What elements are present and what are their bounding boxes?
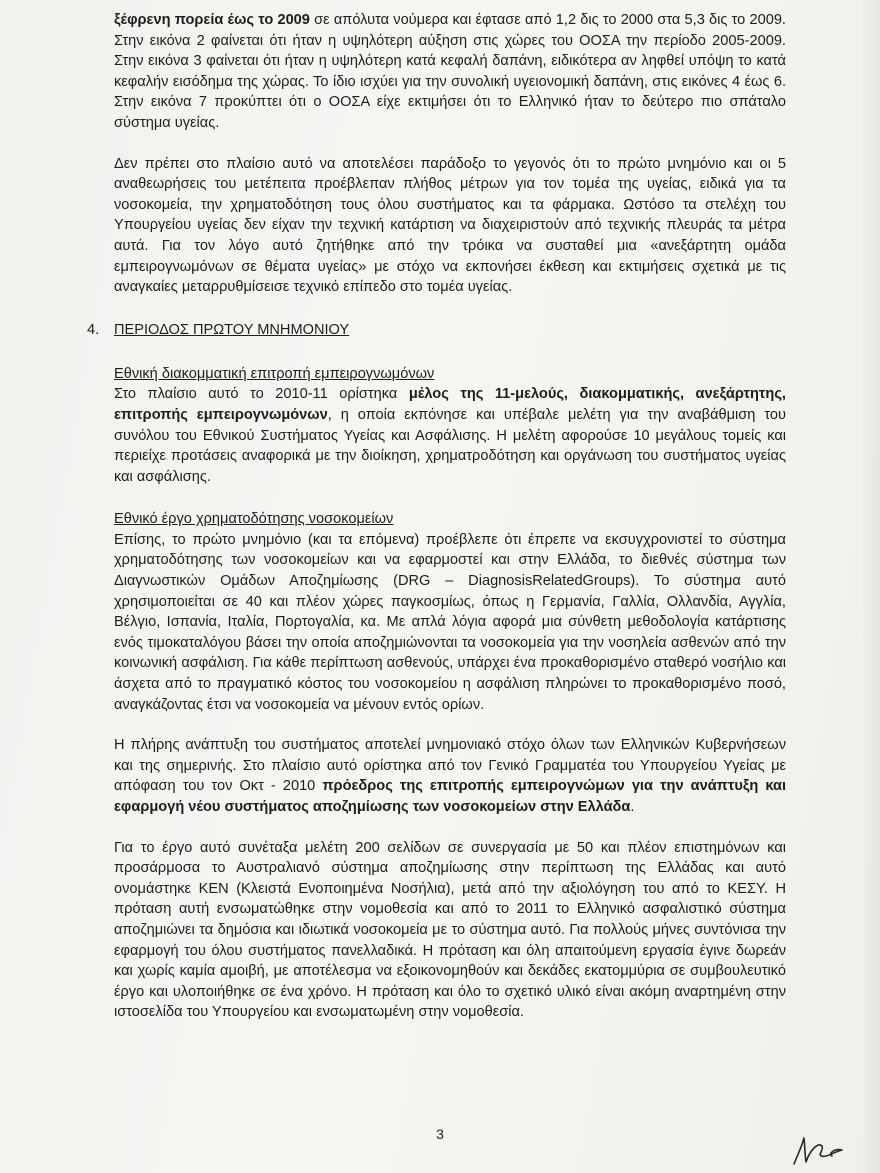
- paragraph-committee-chair: [114, 735, 786, 817]
- paragraph-text: .: [630, 799, 635, 815]
- subheading-expert-committee: Εθνική διακομματική επιτροπή εμπειρογνωμόνων: [114, 365, 435, 382]
- document-body: [87, 10, 787, 1023]
- bold-phrase: πρόεδρος της επιτροπής εμπειρογνώμων για την ανάπτυξη και εφαρμογή νέου συστήματος αποζημίωσης των νοσοκομείων στην Ελλάδα: [114, 778, 787, 815]
- section-title: ΠΕΡΙΟΔΟΣ ΠΡΩΤΟΥ ΜΝΗΜΟΝΙΟΥ: [114, 321, 350, 338]
- page-number: 3: [436, 1126, 444, 1142]
- paragraph-text: , η οποία εκπόνησε και υπέβαλε μελέτη για την αναβάθμιση του συνόλου του Εθνικού Συστήματος Υγείας και Ασφάλισης. Η μελέτη αφορούσε 10 μεγάλους τομείς και περιείχε προτάσεις αναφορικά με την διοίκηση, χρηματροδότηση και οργάνωση του συστήματος υγείας και ασφάλισης.: [114, 406, 786, 485]
- paragraph-drg-system: Επίσης, το πρώτο μνημόνιο (και τα επόμενα) προέβλεπε ότι έπρεπε να εκσυγχρονιστεί το σύστημα χρηματοδότησης των νοσοκομείων και να εφαρμοστεί και στην Ελλάδα, το διεθνές σύστημα των Διαγνωστικών Ομάδων Αποζημίωσης (DRG – DiagnosisRelatedGroups). Το σύστημα αυτό χρησιμοποιείται σε 40 και πλέον χώρες παγκοσμίως, όπως η Γερμανία, Γαλλία, Ολλανδία, Αγγλία, Βέλγιο, Ισπανία, Ιταλία, Πορτογαλία, κα. Με απλά λόγια αφορά μια σύνθετη μεθοδολογία κατάρτισης ενός τιμοκαταλόγου βάσει την οποία αποζημιώνονται τα νοσοκομεία για την νοσηλεία ασθενών από την κοινωνική ασφάλιση. Για κάθε περίπτωση ασθενούς, υπάρχει ένα προκαθορισμένο σταθερό νοσήλιο και άσχετα από το πραγματικό κόστος του νοσοκομείου η ασφάλιση πληρώνει το προκαθορισμένο ποσό, αναγκάζοντας έτσι να νοσοκομεία να μένουν εντός ορίων.: [114, 531, 786, 713]
- paragraph-ken-study: Για το έργο αυτό συνέταξα μελέτη 200 σελίδων σε συνεργασία με 50 και πλέον επιστημόνων και προσάρμοσα το Αυστραλιανό σύστημα αποζημίωσης στην περίπτωση της Ελλάδας και αυτό ονομάστηκε ΚΕΝ (Κλειστά Ενοποιημένα Νοσήλια), μετά από την αξιολόγηση του από το ΚΕΣΥ. Η πρόταση αυτή ενσωματώθηκε στην νομοθεσία και από το 2011 το Ελληνικό ασφαλιστικό σύστημα αποζημιώνει τα δημόσια και ιδιωτικά νοσοκομεία με το σύστημα αυτό. Για πολλούς μήνες συντόνισα την εφαρμογή του όλου συστήματος πανελλαδικά. Η πρόταση και όλη απαιτούμενη εργασία έγινε δωρεάν και χωρίς καμία αμοιβή, με αποτέλεσμα να εξοικονομηθούν και δεκάδες εκατομμύρια σε συμβουλευτικό έργο και υλοποιήθηκε σε ένα χρόνο. Η πρόταση και όλο το σχετικό υλικό είναι ακόμη αναρτημένη στην ιστοσελίδα του Υπουργείου και ενσωματωμένη στην νομοθεσία.: [114, 839, 786, 1021]
- paragraph-memorandum-measures: Δεν πρέπει στο πλαίσιο αυτό να αποτελέσει παράδοξο το γεγονός ότι το πρώτο μνημόνιο και οι 5 αναθεωρήσεις του μετέπειτα προέβλεπαν πλήθος μέτρων για τον τομέα της υγείας, ειδικά για τα νοσοκομεία, την χρηματοδότηση τους όλου συστήματος και τα φάρμακα. Ωστόσο τα στελέχη του Υπουργείου υγείας δεν είχαν την τεχνική κατάρτιση να διαχειριστούν από τεχνικής πλευράς τα μέτρα αυτά. Για τον λόγο αυτό ζητήθηκε από την τρόικα να συσταθεί μια «ανεξάρτητη ομάδα εμπειρογνωμόνων σε θέματα υγείας» με στόχο να εκπονήσει έκθεση και εκτιμήσεις σχετικά με τις αναγκαίες μεταρρυθμίσεισε τεχνικό επίπεδο στο τομέα υγείας.: [114, 155, 786, 296]
- paragraph-text: Η πλήρης ανάπτυξη του συστήματος αποτελεί μνημονιακό στόχο όλων των Ελληνικών Κυβερνήσεων και της σημερινής. Στο πλαίσιο αυτό ορίστηκα από τον Γενικό Γραμματέα του Υπουργείου Υγείας με απόφαση του τον Οκτ - 2010: [114, 737, 786, 795]
- paragraph-text: σε απόλυτα νούμερα και έφτασε από 1,2 δις το 2000 στα 5,3 δις το 2009. Στην εικόνα 2 φαίνεται ότι ήταν η υψηλότερη αύξηση στις χώρες του ΟΟΣΑ την περίοδο 2005-2009. Στην εικόνα 3 φαίνεται ότι ήταν η υψηλότερη κατά κεφαλή δαπάνη, ειδικότερα αν ληφθεί υπόψη το κατά κεφαλήν εισόδημα της χώρας. Το ίδιο ισχύει για την συνολική υγειονομική δαπάνη, στις εικόνες 4 έως 6. Στην εικόνα 7 προκύπτει ότι ο ΟΟΣΑ είχε εκτιμήσει ότι το Ελληνικό ήταν το δεύτερο πιο σπάταλο σύστημα υγείας.: [114, 12, 786, 131]
- paragraph-spending-growth: [114, 10, 786, 134]
- subheading-hospital-financing: Εθνικό έργο χρηματοδότησης νοσοκομείων: [114, 511, 394, 528]
- page-fold-shadow: [860, 0, 880, 1173]
- paragraph-text: Στο πλαίσιο αυτό το 2010-11 ορίστηκα: [114, 386, 409, 403]
- section-number: 4.: [87, 321, 100, 338]
- section-heading: [87, 320, 786, 342]
- bold-phrase: ξέφρενη πορεία έως το 2009: [114, 12, 310, 28]
- bold-phrase: μέλος της 11-μελούς, διακομματικής, ανεξάρτητης, επιτροπής εμπειρογνωμόνων: [114, 386, 786, 423]
- signature-icon: [788, 1124, 850, 1168]
- paragraph-expert-committee: [114, 384, 786, 487]
